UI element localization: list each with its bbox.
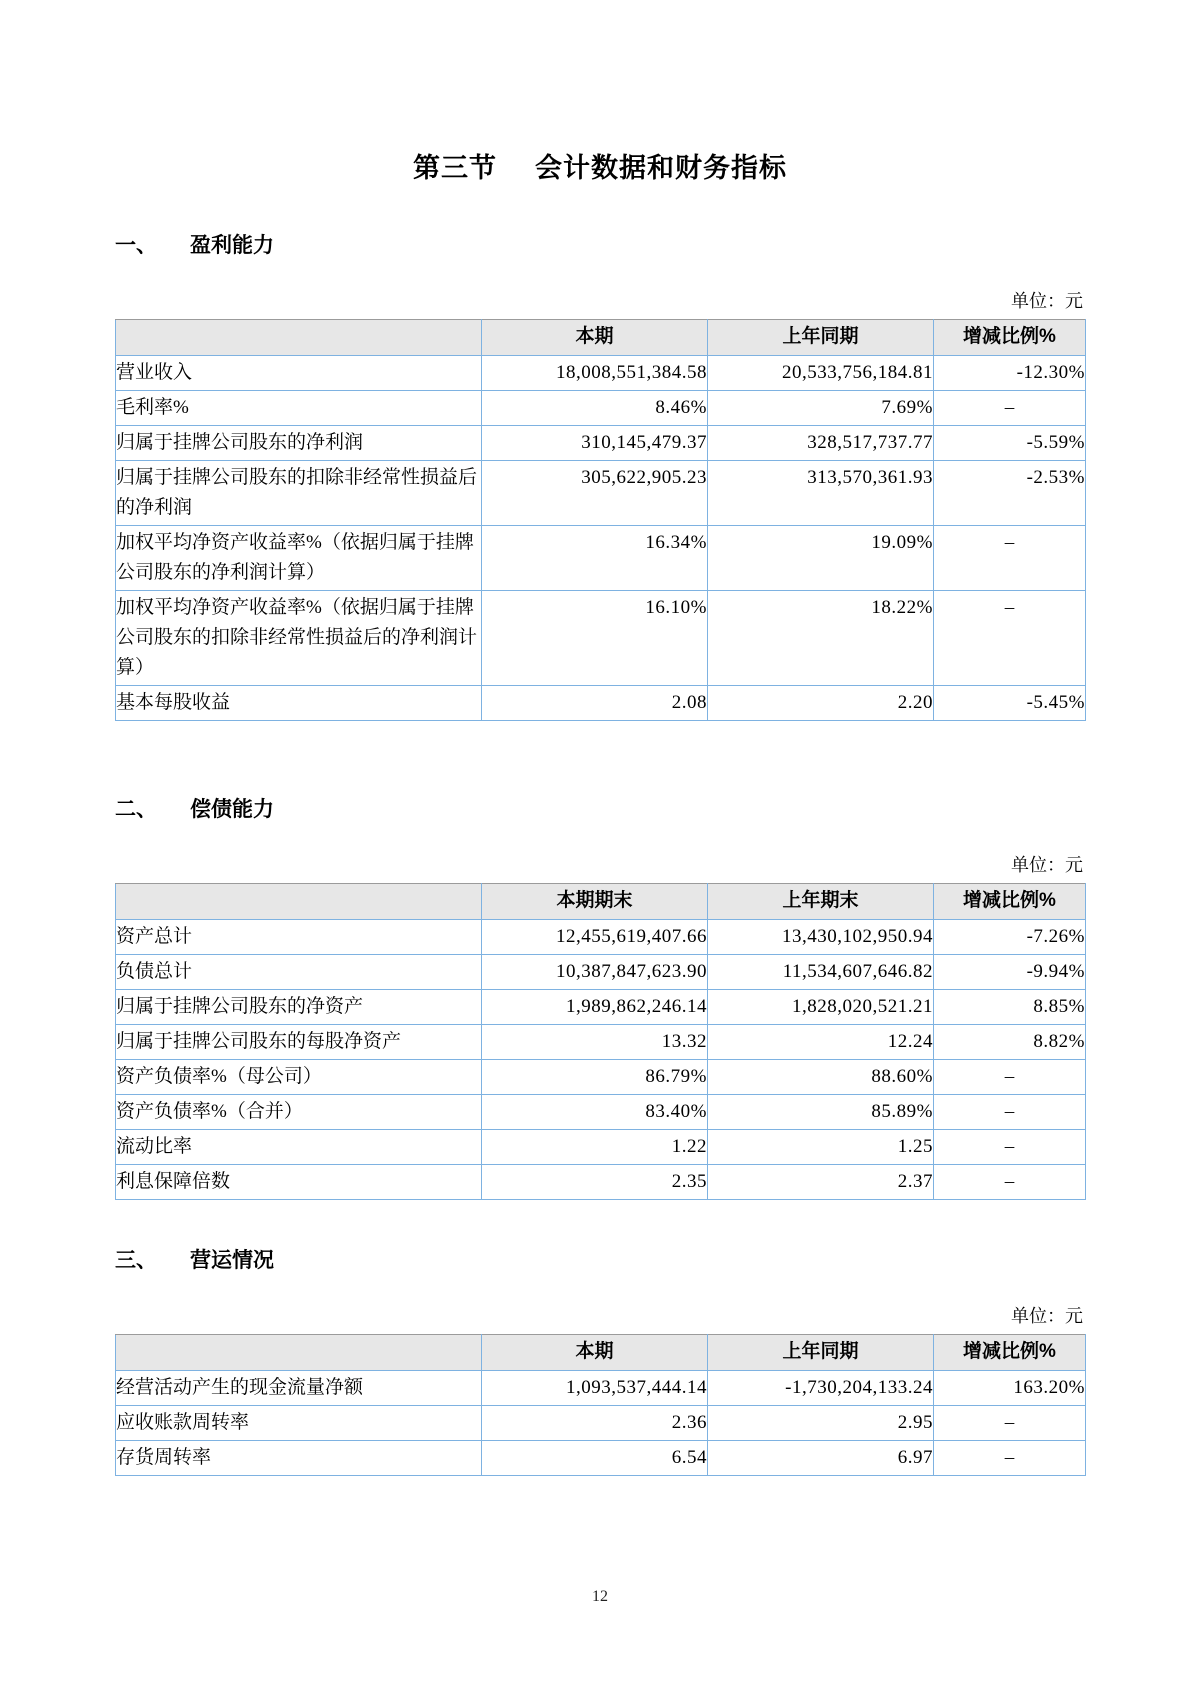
prior-value: -1,730,204,133.24 bbox=[708, 1371, 934, 1406]
table-row bbox=[116, 356, 1086, 391]
table-row bbox=[116, 1165, 1086, 1200]
prior-value: 328,517,737.77 bbox=[708, 426, 934, 461]
table-row bbox=[116, 426, 1086, 461]
current-value: 18,008,551,384.58 bbox=[482, 356, 708, 391]
current-value: 12,455,619,407.66 bbox=[482, 920, 708, 955]
section-heading-text: 偿债能力 bbox=[190, 798, 274, 821]
operations-table bbox=[115, 1334, 1086, 1476]
section-heading-operations bbox=[115, 1244, 1085, 1274]
current-value: 310,145,479.37 bbox=[482, 426, 708, 461]
change-value: -12.30% bbox=[934, 356, 1086, 391]
change-value: – bbox=[934, 391, 1086, 426]
row-label: 应收账款周转率 bbox=[116, 1406, 482, 1441]
header-cell-blank bbox=[116, 884, 482, 920]
current-value: 1,989,862,246.14 bbox=[482, 990, 708, 1025]
page-title-section-number: 第三节 bbox=[413, 153, 497, 183]
current-value: 6.54 bbox=[482, 1441, 708, 1476]
current-value: 10,387,847,623.90 bbox=[482, 955, 708, 990]
current-value: 86.79% bbox=[482, 1060, 708, 1095]
header-cell-change: 增减比例% bbox=[934, 1335, 1086, 1371]
change-value: -9.94% bbox=[934, 955, 1086, 990]
table-row bbox=[116, 461, 1086, 526]
change-value: 8.85% bbox=[934, 990, 1086, 1025]
header-cell-prior: 上年同期 bbox=[708, 320, 934, 356]
section-index-label: 二、 bbox=[115, 798, 157, 821]
header-cell-change: 增减比例% bbox=[934, 320, 1086, 356]
row-label: 存货周转率 bbox=[116, 1441, 482, 1476]
table-row bbox=[116, 920, 1086, 955]
unit-label: 单位：元 bbox=[1011, 1306, 1083, 1326]
section-heading-text: 盈利能力 bbox=[190, 234, 274, 257]
row-label: 加权平均净资产收益率%（依据归属于挂牌公司股东的扣除非经常性损益后的净利润计算） bbox=[116, 591, 482, 686]
row-label: 资产负债率%（合并） bbox=[116, 1095, 482, 1130]
prior-value: 6.97 bbox=[708, 1441, 934, 1476]
change-value: -2.53% bbox=[934, 461, 1086, 526]
section-index-label: 一、 bbox=[115, 234, 157, 257]
row-label: 归属于挂牌公司股东的每股净资产 bbox=[116, 1025, 482, 1060]
table-header-row bbox=[116, 320, 1086, 356]
change-value: 8.82% bbox=[934, 1025, 1086, 1060]
current-value: 305,622,905.23 bbox=[482, 461, 708, 526]
row-label: 负债总计 bbox=[116, 955, 482, 990]
section-heading-profitability bbox=[115, 229, 1085, 259]
section-index-label: 三、 bbox=[115, 1249, 157, 1272]
prior-value: 13,430,102,950.94 bbox=[708, 920, 934, 955]
current-value: 16.34% bbox=[482, 526, 708, 591]
table-header-row bbox=[116, 1335, 1086, 1371]
current-value: 1,093,537,444.14 bbox=[482, 1371, 708, 1406]
row-label: 流动比率 bbox=[116, 1130, 482, 1165]
row-label: 归属于挂牌公司股东的扣除非经常性损益后的净利润 bbox=[116, 461, 482, 526]
change-value: – bbox=[934, 1406, 1086, 1441]
change-value: -7.26% bbox=[934, 920, 1086, 955]
table-row bbox=[116, 1095, 1086, 1130]
unit-label: 单位：元 bbox=[1011, 855, 1083, 875]
row-label: 基本每股收益 bbox=[116, 686, 482, 721]
header-cell-prior: 上年期末 bbox=[708, 884, 934, 920]
prior-value: 85.89% bbox=[708, 1095, 934, 1130]
table-row bbox=[116, 526, 1086, 591]
row-label: 资产总计 bbox=[116, 920, 482, 955]
header-cell-current: 本期期末 bbox=[482, 884, 708, 920]
current-value: 2.08 bbox=[482, 686, 708, 721]
table-row bbox=[116, 686, 1086, 721]
header-cell-change: 增减比例% bbox=[934, 884, 1086, 920]
prior-value: 18.22% bbox=[708, 591, 934, 686]
table-row bbox=[116, 1025, 1086, 1060]
change-value: – bbox=[934, 1441, 1086, 1476]
row-label: 利息保障倍数 bbox=[116, 1165, 482, 1200]
row-label: 营业收入 bbox=[116, 356, 482, 391]
prior-value: 88.60% bbox=[708, 1060, 934, 1095]
change-value: – bbox=[934, 1060, 1086, 1095]
change-value: -5.45% bbox=[934, 686, 1086, 721]
page-number: 12 bbox=[592, 1588, 608, 1605]
current-value: 2.36 bbox=[482, 1406, 708, 1441]
table-row bbox=[116, 955, 1086, 990]
header-cell-blank bbox=[116, 320, 482, 356]
row-label: 加权平均净资产收益率%（依据归属于挂牌公司股东的净利润计算） bbox=[116, 526, 482, 591]
prior-value: 2.20 bbox=[708, 686, 934, 721]
change-value: – bbox=[934, 526, 1086, 591]
table-row bbox=[116, 1060, 1086, 1095]
section-heading-text: 营运情况 bbox=[190, 1249, 274, 1272]
row-label: 经营活动产生的现金流量净额 bbox=[116, 1371, 482, 1406]
table-row bbox=[116, 1371, 1086, 1406]
row-label: 资产负债率%（母公司） bbox=[116, 1060, 482, 1095]
current-value: 2.35 bbox=[482, 1165, 708, 1200]
table-row bbox=[116, 990, 1086, 1025]
header-cell-current: 本期 bbox=[482, 320, 708, 356]
header-cell-current: 本期 bbox=[482, 1335, 708, 1371]
change-value: – bbox=[934, 1130, 1086, 1165]
row-label: 毛利率% bbox=[116, 391, 482, 426]
unit-label: 单位：元 bbox=[1011, 291, 1083, 311]
row-label: 归属于挂牌公司股东的净资产 bbox=[116, 990, 482, 1025]
header-cell-prior: 上年同期 bbox=[708, 1335, 934, 1371]
prior-value: 12.24 bbox=[708, 1025, 934, 1060]
section-heading-solvency bbox=[115, 793, 1085, 823]
prior-value: 7.69% bbox=[708, 391, 934, 426]
prior-value: 1,828,020,521.21 bbox=[708, 990, 934, 1025]
change-value: – bbox=[934, 1165, 1086, 1200]
table-header-row bbox=[116, 884, 1086, 920]
change-value: -5.59% bbox=[934, 426, 1086, 461]
prior-value: 1.25 bbox=[708, 1130, 934, 1165]
table-row bbox=[116, 391, 1086, 426]
table-row bbox=[116, 591, 1086, 686]
prior-value: 11,534,607,646.82 bbox=[708, 955, 934, 990]
solvency-table bbox=[115, 883, 1086, 1200]
table-row bbox=[116, 1441, 1086, 1476]
current-value: 1.22 bbox=[482, 1130, 708, 1165]
page-title-text: 会计数据和财务指标 bbox=[535, 153, 787, 183]
header-cell-blank bbox=[116, 1335, 482, 1371]
prior-value: 2.95 bbox=[708, 1406, 934, 1441]
current-value: 13.32 bbox=[482, 1025, 708, 1060]
row-label: 归属于挂牌公司股东的净利润 bbox=[116, 426, 482, 461]
current-value: 8.46% bbox=[482, 391, 708, 426]
page-title bbox=[0, 146, 1200, 185]
change-value: – bbox=[934, 591, 1086, 686]
profitability-table bbox=[115, 319, 1086, 721]
prior-value: 2.37 bbox=[708, 1165, 934, 1200]
table-row bbox=[116, 1130, 1086, 1165]
prior-value: 20,533,756,184.81 bbox=[708, 356, 934, 391]
prior-value: 313,570,361.93 bbox=[708, 461, 934, 526]
table-row bbox=[116, 1406, 1086, 1441]
change-value: 163.20% bbox=[934, 1371, 1086, 1406]
prior-value: 19.09% bbox=[708, 526, 934, 591]
current-value: 83.40% bbox=[482, 1095, 708, 1130]
change-value: – bbox=[934, 1095, 1086, 1130]
current-value: 16.10% bbox=[482, 591, 708, 686]
